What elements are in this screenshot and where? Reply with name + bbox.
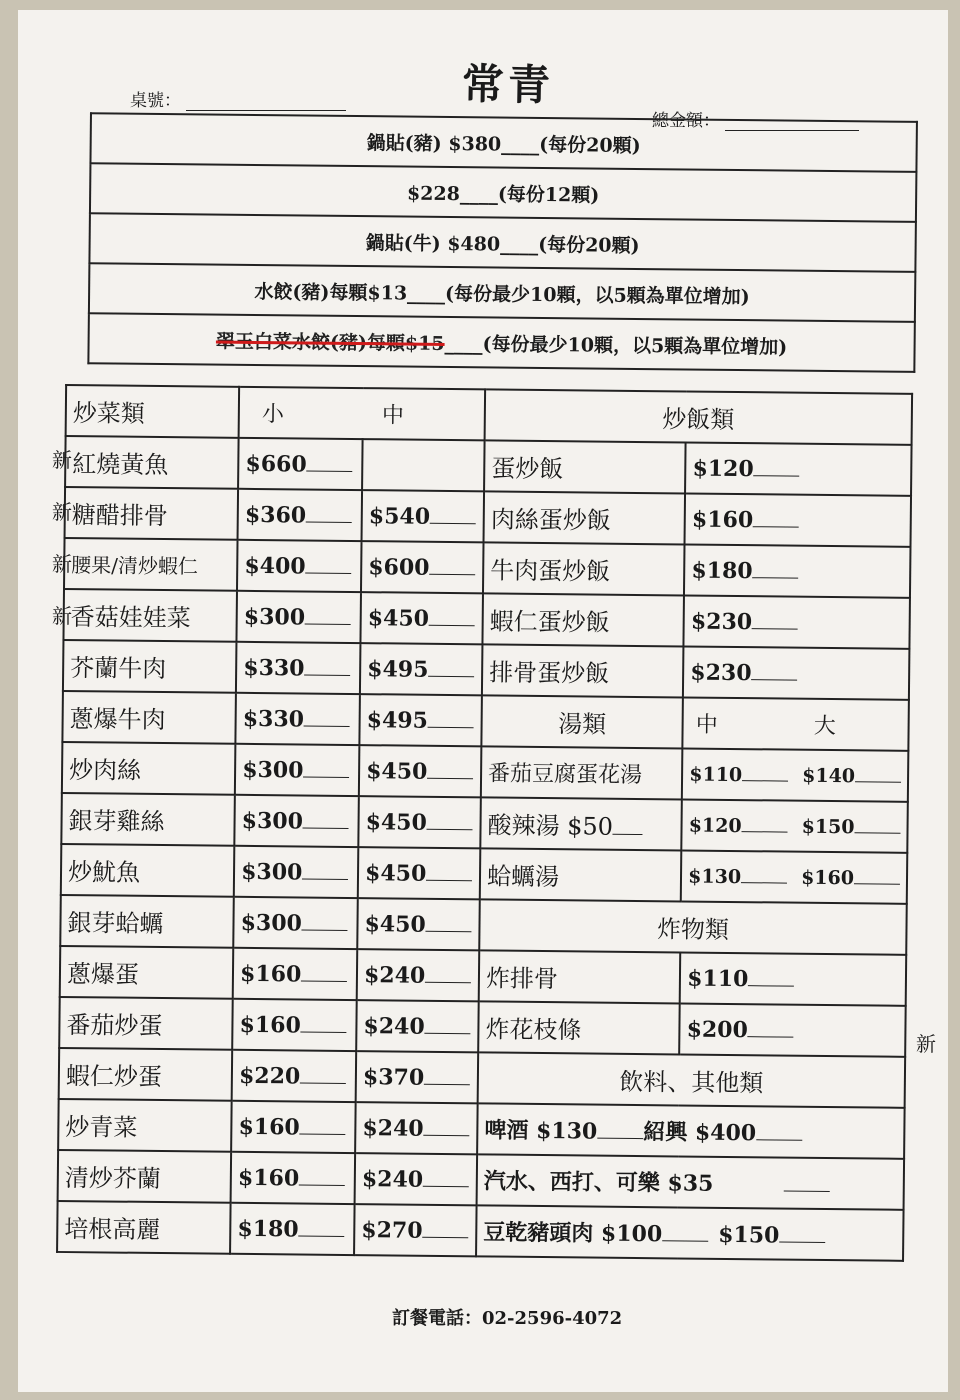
dumpling-row[interactable]: $228____(每份12顆) [90, 163, 916, 222]
stirfry-item-name: 銀芽雞絲 [61, 793, 235, 846]
table-row [62, 742, 908, 802]
price-small[interactable]: $180 [230, 1203, 354, 1255]
price-large[interactable] [362, 439, 484, 491]
soup-item-name[interactable]: 酸辣湯 $50 [480, 797, 682, 850]
price-large[interactable]: $240 [357, 949, 479, 1001]
new-marker: 新 [916, 1032, 936, 1056]
table-number-label: 桌號： [130, 91, 181, 111]
price-large[interactable]: $495 [360, 643, 482, 695]
dumpling-table [87, 112, 918, 373]
price-small[interactable]: $160 [233, 948, 357, 1000]
size-large-label: 大 [813, 713, 836, 740]
soup-price[interactable]: $110 $140 [682, 748, 908, 801]
table-row [65, 487, 911, 547]
price-large[interactable]: $450 [358, 847, 480, 899]
price-small[interactable]: $330 [236, 693, 360, 745]
size-small-label: 小 [261, 402, 285, 428]
fried-price[interactable]: $110 [680, 952, 906, 1005]
dumpling-row[interactable]: 鍋貼(牛) $480____(每份20顆) [89, 213, 915, 272]
friedrice-price[interactable]: $160 [685, 493, 911, 546]
price-large[interactable]: $270 [354, 1204, 476, 1256]
table-row [60, 946, 906, 1006]
price-small[interactable]: $300 [234, 846, 358, 898]
new-marker: 新 [52, 604, 72, 628]
price-large[interactable]: $240 [355, 1153, 477, 1205]
price-small[interactable]: $220 [232, 1050, 356, 1102]
table-row [63, 589, 909, 649]
order-phone: 訂餐電話：02-2596-4072 [392, 1308, 623, 1329]
soup-price[interactable]: $130 $160 [681, 850, 907, 903]
fried-item-name: 炸花枝條 [478, 1001, 680, 1054]
table-row [60, 895, 906, 955]
stirfry-item-name: 蝦仁炒蛋 [59, 1048, 233, 1101]
table-row [57, 1201, 903, 1261]
price-large[interactable]: $370 [356, 1051, 478, 1103]
price-small[interactable]: $400 [237, 540, 361, 592]
price-small[interactable]: $160 [231, 1152, 355, 1204]
drinks-line[interactable]: 豆乾豬頭肉 $100 $150 [476, 1205, 903, 1260]
soup-price[interactable]: $120 $150 [682, 799, 908, 852]
price-large[interactable]: $450 [359, 745, 481, 797]
fried-heading: 炸物類 [479, 899, 906, 954]
table-row [58, 1099, 904, 1159]
stirfry-item-name: 銀芽蛤蠣 [60, 895, 234, 948]
main-menu-grid [56, 384, 913, 1262]
soup-item-name: 蛤蠣湯 [480, 848, 682, 901]
soup-size-header [683, 697, 909, 750]
friedrice-item-name: 排骨蛋炒飯 [482, 644, 684, 697]
price-large[interactable]: $240 [355, 1102, 477, 1154]
stirfry-item-name: 糖醋排骨 [65, 487, 239, 540]
struck-item: 翠玉白菜水餃(豬)每顆$15 [215, 330, 445, 355]
friedrice-price[interactable]: $120 [685, 442, 911, 495]
stirfry-item-name: 培根高麗 [57, 1201, 231, 1254]
price-large[interactable]: $450 [357, 898, 479, 950]
table-row [59, 997, 905, 1057]
friedrice-item-name: 肉絲蛋炒飯 [484, 491, 686, 544]
price-large[interactable]: $450 [361, 592, 483, 644]
friedrice-item-name: 蝦仁蛋炒飯 [482, 593, 684, 646]
table-row [63, 640, 909, 700]
drinks-line[interactable]: 啤酒 $130 紹興 $400 [477, 1103, 904, 1158]
dumpling-row[interactable]: 水餃(豬)每顆$13____(每份最少10顆，以5顆為單位增加) [89, 263, 915, 322]
price-small[interactable]: $300 [237, 591, 361, 643]
stirfry-item-name: 炒魷魚 [61, 844, 235, 897]
table-row [65, 436, 911, 496]
new-marker: 新 [52, 500, 72, 524]
price-small[interactable]: $300 [233, 897, 357, 949]
table-number-field[interactable] [130, 86, 346, 111]
table-row [61, 844, 907, 904]
table-row [61, 793, 907, 853]
total-amount-label: 總金額： [652, 111, 720, 131]
restaurant-title: 常青 [461, 59, 555, 110]
size-mid-label: 中 [695, 712, 718, 738]
table-row [58, 1150, 904, 1210]
drinks-heading: 飲料、其他類 [478, 1052, 905, 1107]
fried-price[interactable]: $200 [679, 1003, 905, 1056]
drinks-line[interactable]: 汽水、西打、可樂 $35 [477, 1154, 904, 1209]
stirfry-item-name: 蔥爆牛肉 [62, 691, 236, 744]
price-large[interactable]: $540 [362, 490, 484, 542]
stirfry-heading: 炒菜類 [66, 385, 240, 438]
price-large[interactable]: $450 [358, 796, 480, 848]
stirfry-item-name: 紅燒黃魚 [65, 436, 239, 489]
stirfry-item-name: 香菇娃娃菜 [63, 589, 237, 642]
table-row [59, 1048, 905, 1108]
friedrice-price[interactable]: $230 [684, 595, 910, 648]
dumpling-row[interactable]: 鍋貼(豬) $380____(每份20顆) [90, 113, 916, 172]
price-large[interactable]: $495 [359, 694, 481, 746]
friedrice-item-name: 蛋炒飯 [484, 440, 686, 493]
price-small[interactable]: $300 [235, 744, 359, 796]
menu-body [56, 112, 920, 1291]
soup-heading: 湯類 [481, 695, 683, 748]
price-small[interactable]: $160 [232, 999, 356, 1051]
new-marker: 新 [52, 448, 72, 472]
new-marker: 新 [52, 552, 72, 576]
soup-item-name: 番茄豆腐蛋花湯 [481, 746, 683, 799]
stirfry-item-name: 腰果/清炒蝦仁 [64, 538, 238, 591]
price-small[interactable]: $330 [236, 642, 360, 694]
stirfry-item-name: 清炒芥蘭 [58, 1150, 232, 1203]
dumpling-row-rest: ____(每份最少10顆，以5顆為單位增加) [444, 332, 788, 359]
table-row [64, 538, 910, 598]
price-small[interactable]: $360 [238, 489, 362, 541]
price-large[interactable]: $600 [361, 541, 483, 593]
dumpling-row[interactable] [88, 313, 914, 372]
size-large-label: 中 [381, 403, 405, 429]
friedrice-price[interactable]: $180 [684, 544, 910, 597]
price-large[interactable]: $240 [356, 1000, 478, 1052]
price-small[interactable]: $300 [234, 795, 358, 847]
stirfry-item-name: 炒肉絲 [62, 742, 236, 795]
table-number-line[interactable] [186, 92, 346, 111]
fried-item-name: 炸排骨 [479, 950, 681, 1003]
stirfry-size-header [239, 387, 485, 441]
friedrice-item-name: 牛肉蛋炒飯 [483, 542, 685, 595]
price-small[interactable]: $660 [238, 438, 362, 490]
stirfry-item-name: 番茄炒蛋 [59, 997, 233, 1050]
friedrice-price[interactable]: $230 [683, 646, 909, 699]
friedrice-heading: 炒飯類 [485, 389, 912, 444]
stirfry-item-name: 芥蘭牛肉 [63, 640, 237, 693]
table-row [62, 691, 908, 751]
stirfry-item-name: 蔥爆蛋 [60, 946, 234, 999]
stirfry-item-name: 炒青菜 [58, 1099, 232, 1152]
price-small[interactable]: $160 [231, 1101, 355, 1153]
